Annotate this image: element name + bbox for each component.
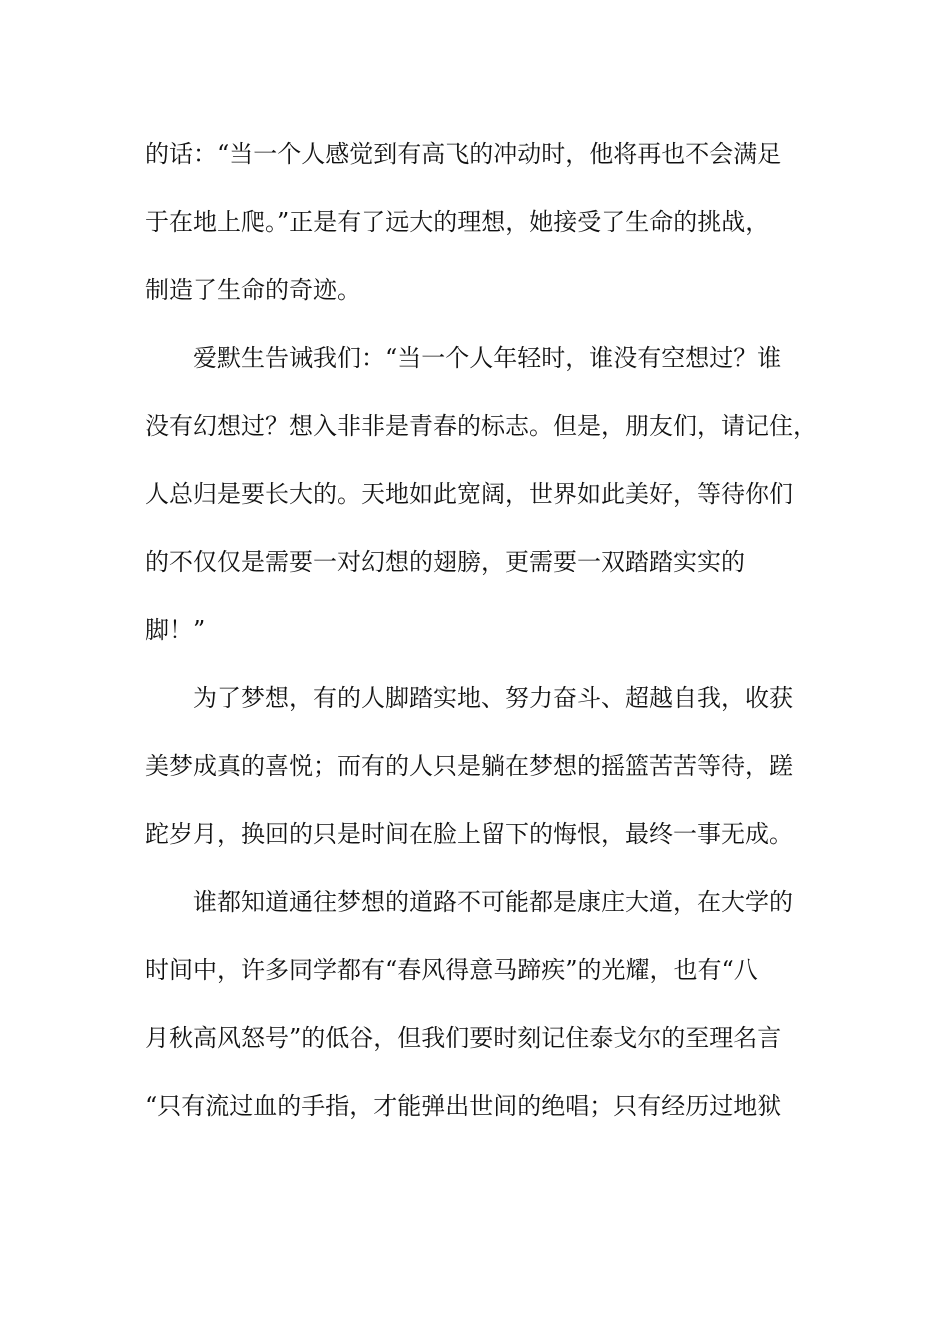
text-line: 时间中，许多同学都有“春风得意马蹄疾”的光耀，也有“八	[145, 956, 758, 984]
text-line: 跎岁月，换回的只是时间在脸上留下的悔恨，最终一事无成。	[145, 820, 793, 848]
text-line: 没有幻想过？想入非非是青春的标志。但是，朋友们，请记住，	[145, 412, 817, 440]
paragraph-start-line: 谁都知道通往梦想的道路不可能都是康庄大道，在大学的	[193, 888, 793, 916]
text-line: 月秋高风怒号”的低谷，但我们要时刻记住泰戈尔的至理名言	[145, 1024, 782, 1052]
text-line: 脚！”	[145, 616, 206, 644]
paragraph-start-line: 爱默生告诫我们：“当一个人年轻时，谁没有空想过？谁	[193, 344, 782, 372]
text-line: 的不仅仅是需要一对幻想的翅膀，更需要一双踏踏实实的	[145, 548, 745, 576]
text-line: “只有流过血的手指，才能弹出世间的绝唱；只有经历过地狱	[145, 1092, 782, 1120]
text-line: 制造了生命的奇迹。	[145, 276, 361, 304]
body-text	[145, 126, 815, 1146]
text-line: 美梦成真的喜悦；而有的人只是躺在梦想的摇篮苦苦等待，蹉	[145, 752, 793, 780]
text-line: 的话：“当一个人感觉到有高飞的冲动时，他将再也不会满足	[145, 140, 782, 168]
text-line: 于在地上爬。”正是有了远大的理想，她接受了生命的挑战，	[145, 208, 770, 236]
text-line: 人总归是要长大的。天地如此宽阔，世界如此美好，等待你们	[145, 480, 793, 508]
paragraph-start-line: 为了梦想，有的人脚踏实地、努力奋斗、超越自我，收获	[193, 684, 793, 712]
